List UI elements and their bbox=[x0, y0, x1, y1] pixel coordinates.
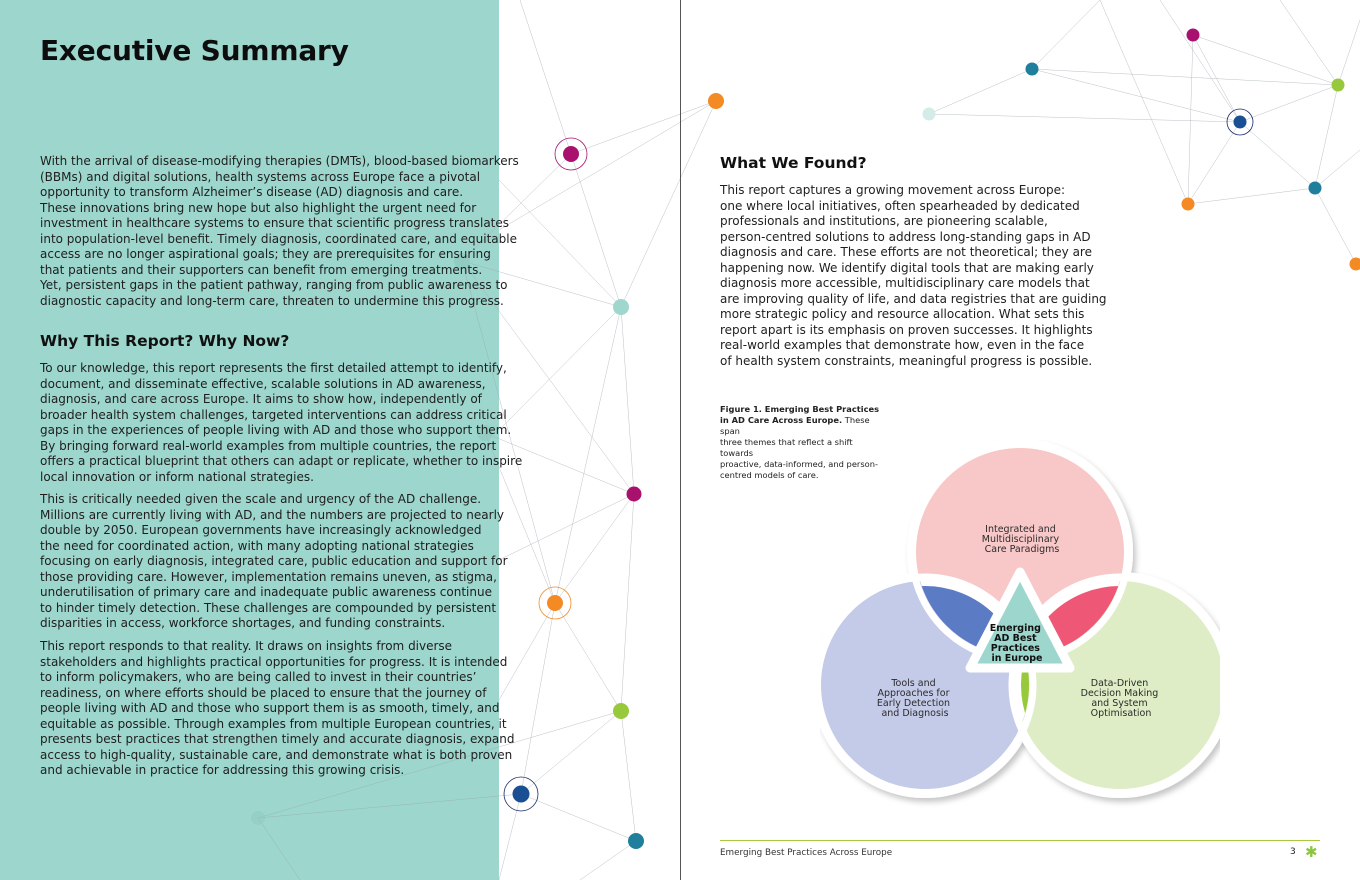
text-line: diagnosis more accessible, multidisciplinary care models that bbox=[720, 276, 1090, 290]
text-line: offers a practical blueprint that others can adapt or replicate, whether to inspire bbox=[40, 454, 523, 468]
page-spine bbox=[680, 0, 681, 880]
node-magenta bbox=[563, 146, 579, 162]
text-line: professionals and institutions, are pioneering scalable, bbox=[720, 214, 1048, 228]
text-line: report apart is its emphasis on proven successes. It highlights bbox=[720, 322, 1093, 337]
text-line: diagnosis, and care across Europe. It aims to show how, independently of bbox=[40, 392, 482, 406]
caption-text: These span bbox=[720, 415, 870, 436]
venn-label-top: Integrated and Multidisciplinary Care Paradigms bbox=[981, 524, 1060, 555]
text-line: the need for coordinated action, with many adopting national strategies bbox=[40, 538, 474, 553]
found-heading: What We Found? bbox=[720, 154, 867, 172]
text-line: more strategic policy and resource allocation. What sets this bbox=[720, 307, 1085, 321]
node-navy bbox=[513, 786, 530, 803]
text-line: those providing care. However, implementation remains uneven, as stigma, bbox=[40, 569, 497, 584]
text-line: happening now. We identify digital tools that are making early bbox=[720, 260, 1094, 275]
text-line: underutilisation of primary care and inadequate public awareness continue bbox=[40, 585, 492, 599]
text-line: By bringing forward real-world examples from multiple countries, the report bbox=[40, 438, 497, 453]
caption-title-line: in AD Care Across Europe. bbox=[720, 415, 843, 425]
text-line: This report captures a growing movement across Europe: bbox=[720, 183, 1066, 197]
text-line: opportunity to transform Alzheimer’s disease (AD) diagnosis and care. bbox=[40, 185, 464, 199]
text-line: that patients and their supporters can benefit from emerging treatments. bbox=[40, 262, 483, 277]
why-paragraph-3 bbox=[40, 639, 514, 779]
node-magenta bbox=[1187, 29, 1200, 42]
node-mint bbox=[923, 108, 936, 121]
text-line: local innovation or inform national strategies. bbox=[40, 469, 314, 484]
text-line: focusing on early diagnosis, integrated care, public education and support for bbox=[40, 554, 508, 568]
text-line: one where local initiatives, often spearheaded by dedicated bbox=[720, 198, 1080, 213]
text-line: access are no longer aspirational goals; they are prerequisites for ensuring bbox=[40, 247, 491, 261]
why-paragraph-2 bbox=[40, 492, 508, 632]
node-green bbox=[1332, 79, 1345, 92]
text-line: Yet, persistent gaps in the patient pathway, ranging from public awareness to bbox=[40, 278, 508, 292]
text-line: investment in healthcare systems to ensure that scientific progress translates bbox=[40, 216, 510, 230]
text-line: into population-level benefit. Timely diagnosis, coordinated care, and equitable bbox=[40, 231, 517, 246]
asterisk-logo-icon: ✱ bbox=[1305, 843, 1318, 861]
caption-text: centred models of care. bbox=[720, 470, 819, 480]
node-teal bbox=[1026, 63, 1039, 76]
footer-title: Emerging Best Practices Across Europe bbox=[720, 848, 893, 858]
intro-paragraph bbox=[40, 154, 519, 309]
text-line: and achievable in practice for addressing this growing crisis. bbox=[40, 763, 405, 777]
node-teal bbox=[1309, 182, 1322, 195]
node-teal bbox=[628, 833, 644, 849]
text-line: Millions are currently living with AD, and the numbers are projected to nearly bbox=[40, 507, 505, 522]
text-line: are improving quality of life, and data registries that are guiding bbox=[720, 291, 1107, 306]
text-line: to inform policymakers, who are being called to invest in their countries’ bbox=[40, 670, 477, 684]
text-line: With the arrival of disease-modifying therapies (DMTs), blood-based biomarkers bbox=[40, 154, 519, 168]
page-title: Executive Summary bbox=[40, 34, 349, 67]
node-magenta bbox=[627, 487, 642, 502]
node-green bbox=[613, 703, 629, 719]
venn-diagram bbox=[820, 440, 1220, 810]
text-line: people living with AD and those who support them is as smooth, timely, and bbox=[40, 701, 500, 715]
text-line: presents best practices that strengthen timely and accurate diagnosis, expand bbox=[40, 732, 515, 746]
text-line: real-world examples that demonstrate how, even in the face bbox=[720, 338, 1085, 352]
text-line: diagnosis and care. These efforts are not theoretical; they are bbox=[720, 245, 1092, 259]
why-heading: Why This Report? Why Now? bbox=[40, 332, 290, 350]
text-line: (BBMs) and digital solutions, health systems across Europe face a pivotal bbox=[40, 169, 481, 184]
text-line: diagnostic capacity and long-term care, threaten to undermine this progress. bbox=[40, 293, 504, 308]
node-orange bbox=[1350, 258, 1360, 271]
footer-divider bbox=[720, 840, 1320, 841]
venn-label-left: Tools and Approaches for Early Detection and Diagnosis bbox=[876, 678, 951, 719]
text-line: gaps in the experiences of people living with AD and those who support them. bbox=[40, 423, 512, 437]
why-paragraph-1 bbox=[40, 361, 522, 485]
text-line: to hinder timely detection. These challenges are compounded by persistent bbox=[40, 600, 497, 615]
text-line: These innovations bring new hope but also highlight the urgent need for bbox=[40, 200, 477, 215]
found-paragraph bbox=[720, 183, 1107, 369]
text-line: readiness, on where efforts should be placed to ensure that the journey of bbox=[40, 685, 487, 700]
caption-title-line: Figure 1. Emerging Best Practices bbox=[720, 404, 880, 414]
text-line: person-centred solutions to address long-standing gaps in AD bbox=[720, 229, 1091, 244]
text-line: double by 2050. European governments have increasingly acknowledged bbox=[40, 523, 482, 537]
text-line: document, and disseminate effective, scalable solutions in AD awareness, bbox=[40, 376, 486, 391]
venn-label-right: Data-Driven Decision Making and System Optimisation bbox=[1080, 678, 1159, 719]
text-line: equitable as possible. Through examples from multiple European countries, it bbox=[40, 716, 507, 731]
node-orange bbox=[547, 595, 563, 611]
node-navy bbox=[1234, 116, 1247, 129]
text-line: disparities in access, workforce shortages, and funding constraints. bbox=[40, 616, 446, 630]
text-line: broader health system challenges, targeted interventions can address critical bbox=[40, 407, 507, 422]
venn-label-center: Emerging AD Best Practices in Europe bbox=[989, 623, 1043, 664]
node-orange bbox=[1182, 198, 1195, 211]
node-mint bbox=[613, 299, 629, 315]
caption-text: three themes that reflect a shift towards bbox=[720, 437, 853, 458]
text-line: access to high-quality, sustainable care, and demonstrate what is both proven bbox=[40, 747, 513, 762]
text-line: of health system constraints, meaningful progress is possible. bbox=[720, 353, 1093, 368]
text-line: stakeholders and highlights practical opportunities for progress. It is intended bbox=[40, 654, 508, 669]
node-faint bbox=[251, 811, 265, 825]
caption-text: proactive, data-informed, and person- bbox=[720, 459, 878, 469]
text-line: To our knowledge, this report represents the first detailed attempt to identify, bbox=[40, 361, 507, 375]
text-line: This report responds to that reality. It draws on insights from diverse bbox=[40, 639, 453, 653]
page-number: 3 bbox=[1290, 847, 1296, 857]
text-line: This is critically needed given the scale and urgency of the AD challenge. bbox=[40, 492, 482, 506]
node-orange bbox=[708, 93, 724, 109]
